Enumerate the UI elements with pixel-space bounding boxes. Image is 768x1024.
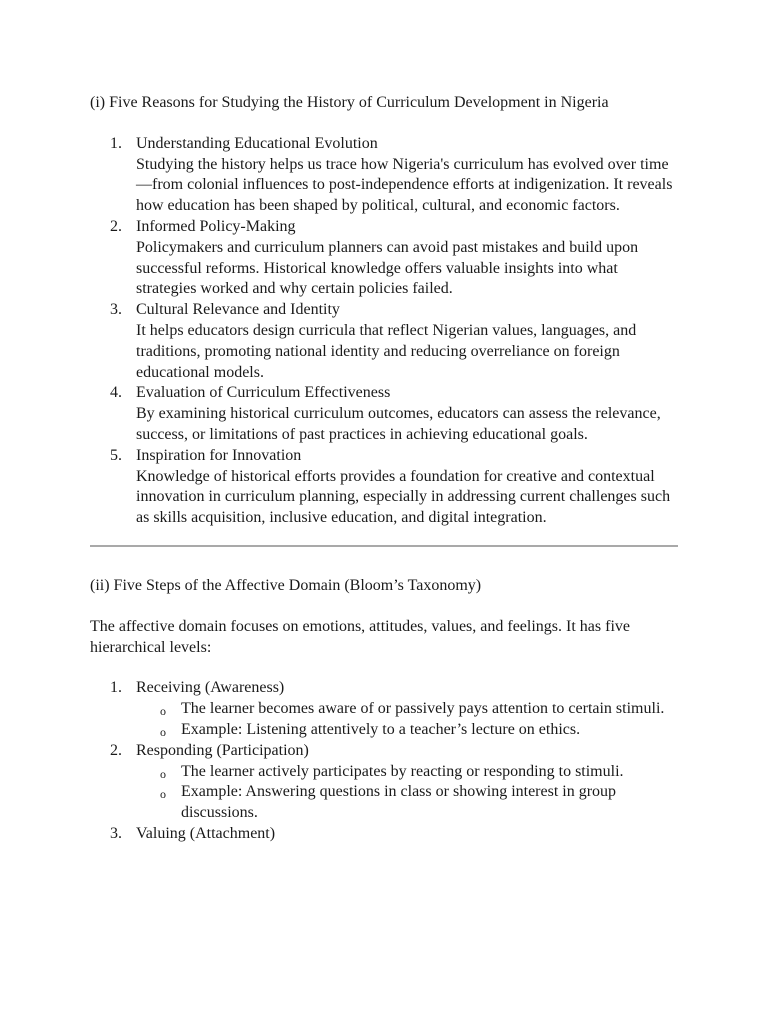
bullet-icon: o [160, 704, 166, 719]
list-number: 4. [110, 384, 122, 402]
level-item [90, 824, 680, 845]
level-point [136, 699, 680, 720]
reason-title: Evaluation of Curriculum Effectiveness [136, 384, 391, 402]
reason-item [90, 300, 680, 383]
section-2-intro: The affective domain focuses on emotions, attitudes, values, and feelings. It has five hierarchical levels: [90, 617, 630, 656]
list-number: 1. [110, 134, 122, 152]
reason-item [90, 446, 680, 529]
bullet-icon: o [160, 787, 166, 802]
section-1-heading: (i) Five Reasons for Studying the History of Curriculum Development in Nigeria [90, 94, 609, 111]
level-item [90, 678, 680, 740]
list-number: 3. [110, 824, 122, 842]
level-title: Receiving (Awareness) [136, 679, 285, 697]
reason-body: By examining historical curriculum outcomes, educators can assess the relevance, success, or limitations of past practices in achieving educational goals. [136, 405, 661, 443]
reasons-list [90, 134, 680, 529]
level-point [136, 720, 680, 741]
level-title: Valuing (Attachment) [136, 824, 276, 842]
reason-body: Studying the history helps us trace how Nigeria's curriculum has evolved over time—from colonial influences to post-independence efforts at indigenization. It reveals how education has been shaped by political, cultural, and economic factors. [136, 155, 673, 215]
level-point-text: Example: Listening attentively to a teacher’s lecture on ethics. [181, 720, 581, 738]
list-number: 3. [110, 301, 122, 319]
reason-title: Understanding Educational Evolution [136, 134, 378, 152]
reason-body: Knowledge of historical efforts provides a foundation for creative and contextual innovation in curriculum planning, especially in addressing current challenges such as skills acquisition, inclusive education, and digital integration. [136, 467, 671, 527]
bullet-icon: o [160, 766, 166, 781]
level-point [136, 762, 680, 783]
list-number: 5. [110, 446, 122, 464]
section-2-heading: (ii) Five Steps of the Affective Domain (Bloom’s Taxonomy) [90, 576, 482, 594]
level-points [136, 699, 680, 741]
reason-title: Inspiration for Innovation [136, 446, 302, 464]
reason-body: It helps educators design curricula that reflect Nigerian values, languages, and traditions, promoting national identity and reducing overreliance on foreign educational models. [136, 321, 637, 381]
level-point [136, 782, 680, 824]
level-point-text: The learner actively participates by reacting or responding to stimuli. [181, 762, 624, 780]
reason-item [90, 383, 680, 445]
level-point-text: Example: Answering questions in class or showing interest in group discussions. [181, 783, 617, 822]
reason-item [90, 134, 680, 217]
list-number: 2. [110, 217, 122, 235]
affective-levels-list [90, 678, 680, 844]
reason-item [90, 217, 680, 300]
reason-title: Informed Policy-Making [136, 217, 296, 235]
list-number: 2. [110, 741, 122, 759]
bullet-icon: o [160, 724, 166, 739]
level-point-text: The learner becomes aware of or passively pays attention to certain stimuli. [181, 700, 665, 718]
list-number: 1. [110, 679, 122, 697]
reason-title: Cultural Relevance and Identity [136, 301, 340, 319]
document-page [90, 93, 680, 845]
level-points [136, 762, 680, 824]
horizontal-divider [90, 545, 678, 547]
level-item [90, 741, 680, 824]
level-title: Responding (Participation) [136, 741, 309, 759]
reason-body: Policymakers and curriculum planners can avoid past mistakes and build upon successful reforms. Historical knowledge offers valuable insights into what strategies worked and why certain policies failed. [136, 238, 639, 298]
